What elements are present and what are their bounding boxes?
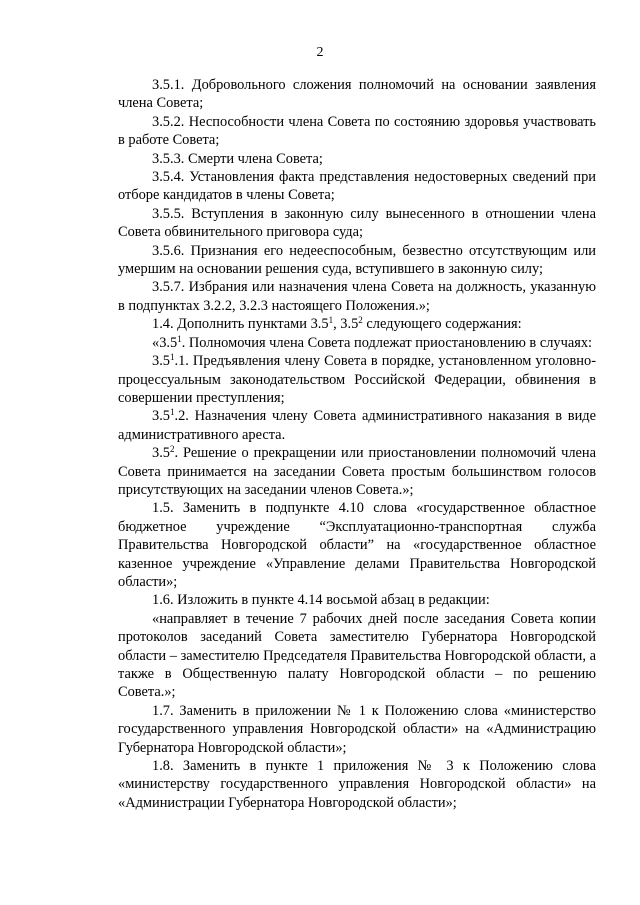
text-run: . Решение о прекращении или приостановлении полномочий члена Совета принимается на заседании Совета простым большинством голосов присутствующих на заседании членов Совета.»;: [118, 445, 596, 498]
text-run: 3.5: [152, 353, 170, 370]
superscript: 1: [328, 315, 334, 326]
paragraph: 3.5.2. Неспособности члена Совета по состоянию здоровья участвовать в работе Совета;: [118, 113, 596, 149]
paragraph: «направляет в течение 7 рабочих дней после заседания Совета копии протоколов заседаний Совета заместителю Губернатора Новгородской области – заместителю Председателя Правительства Новгородской области, а также в Общественную палату Новгородской области – по решению Совета.»;: [118, 610, 596, 701]
paragraph: [118, 444, 596, 499]
text-run: «3.5: [152, 334, 178, 351]
text-run: , 3.5: [333, 316, 359, 333]
superscript: 1: [170, 407, 175, 418]
document-body: [118, 76, 596, 812]
paragraph: 3.5.6. Признания его недееспособным, безвестно отсутствующим или умершим на основании решения суда, вступившего в законную силу;: [118, 242, 596, 278]
superscript: 1: [177, 333, 182, 344]
paragraph: 3.5.5. Вступления в законную силу вынесенного в отношении члена Совета обвинительного приговора суда;: [118, 205, 596, 241]
text-run: 1.4. Дополнить пунктами 3.5: [152, 316, 329, 333]
paragraph: [118, 407, 596, 444]
page-number: 2: [316, 45, 324, 60]
paragraph: 1.7. Заменить в приложении № 1 к Положению слова «министерство государственного управления Новгородской области» на «Администрацию Губернатора Новгородской области»;: [118, 702, 596, 756]
paragraph: [118, 352, 596, 407]
paragraph: [118, 334, 596, 352]
paragraph: 3.5.7. Избрания или назначения члена Совета на должность, указанную в подпунктах 3.2.2, 3.2.3 настоящего Положения.»;: [118, 279, 596, 314]
text-run: . Полномочия члена Совета подлежат приостановлению в случаях:: [181, 334, 593, 351]
superscript: 2: [358, 315, 363, 326]
paragraph: 3.5.3. Смерти члена Совета;: [152, 150, 323, 167]
text-run: .2. Назначения члену Совета административного наказания в виде административного ареста.: [118, 408, 596, 443]
text-run: 3.5: [152, 408, 170, 425]
paragraph: 1.8. Заменить в пункте 1 приложения № 3 к Положению слова «министерству государственного управления Новгородской области» на «Администрации Губернатора Новгородской области»;: [118, 758, 596, 811]
text-run: 3.5: [152, 445, 170, 462]
superscript: 1: [170, 352, 175, 363]
paragraph: 1.6. Изложить в пункте 4.14 восьмой абзац в редакции:: [152, 592, 490, 609]
superscript: 2: [170, 444, 175, 455]
text-run: .1. Предъявления члену Совета в порядке, установленном уголовно-процессуальным законодательством Российской Федерации, обвинения в совершении преступления;: [118, 353, 596, 406]
paragraph: 3.5.1. Добровольного сложения полномочий на основании заявления члена Совета;: [118, 77, 596, 112]
paragraph: 3.5.4. Установления факта представления недостоверных сведений при отборе кандидатов в члены Совета;: [118, 169, 596, 204]
paragraph: 1.5. Заменить в подпункте 4.10 слова «государственное областное бюджетное учреждение “Эксплуатационно-транспортная служба Правительства Новгородской области” на «государственное областное казенное учреждение «Управление делами Правительства Новгородской области»;: [118, 500, 596, 590]
paragraph: [118, 315, 596, 333]
text-run: следующего содержания:: [362, 316, 522, 333]
